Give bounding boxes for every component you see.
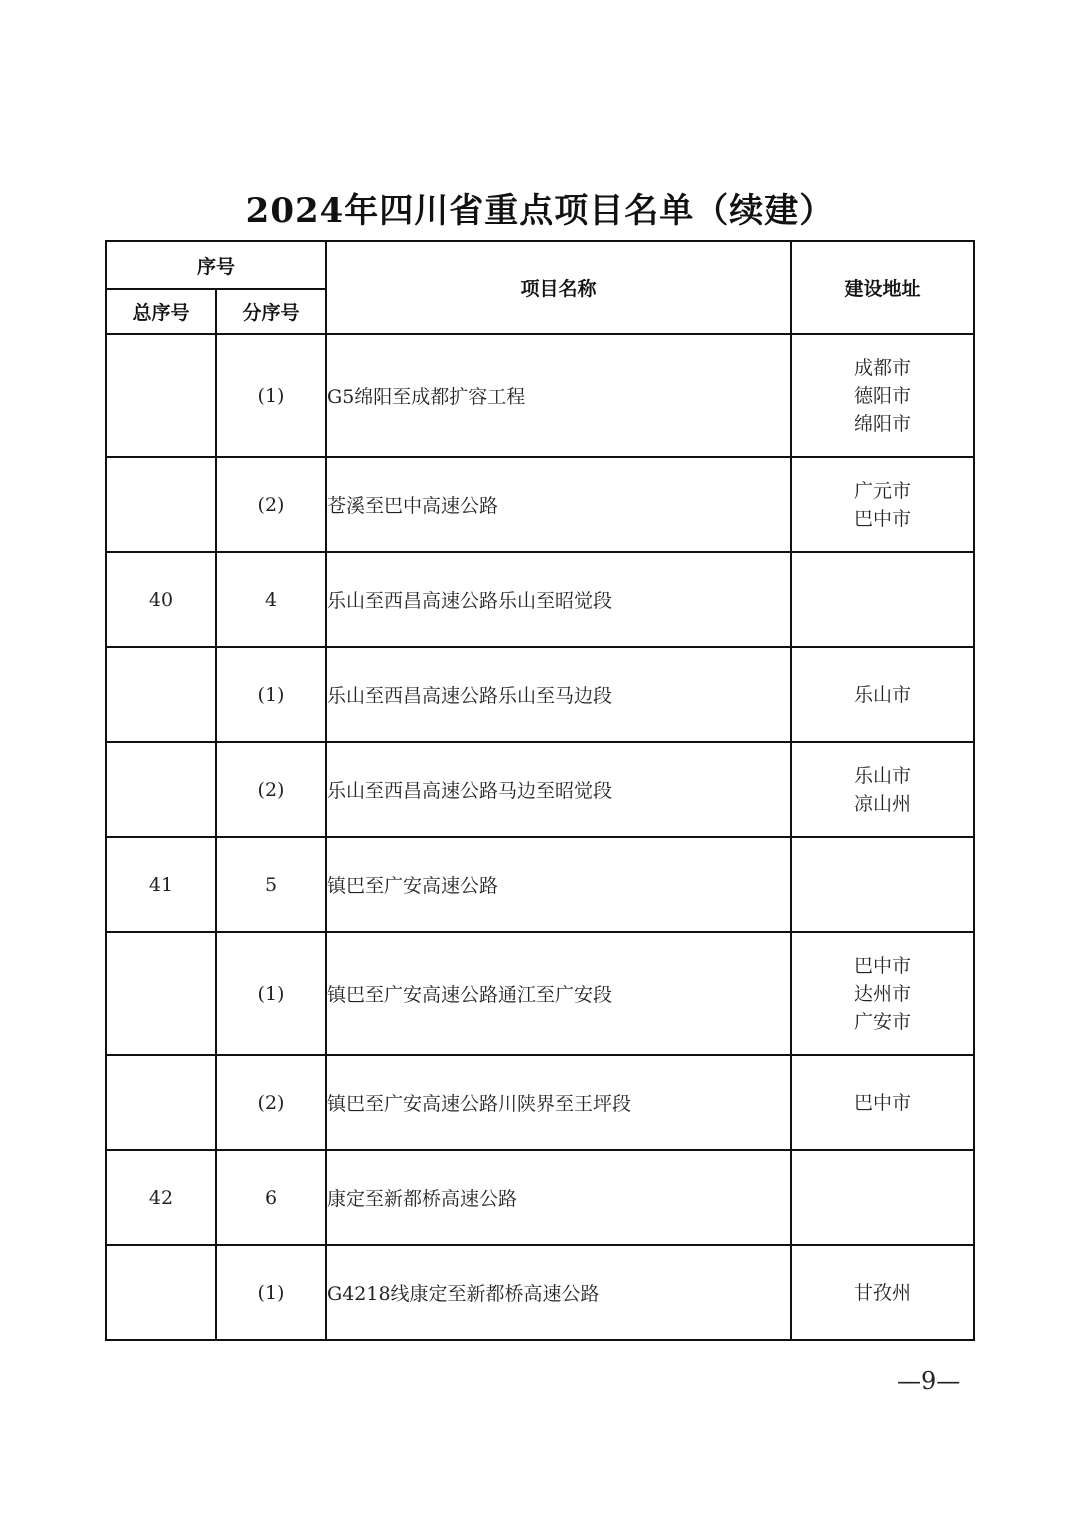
- sub-seq-cell: 6: [216, 1150, 326, 1245]
- table-row: [106, 334, 974, 457]
- table-row: [106, 742, 974, 837]
- location-cell: 广元市 巴中市: [791, 457, 974, 552]
- location-cell: 成都市 德阳市 绵阳市: [791, 334, 974, 457]
- location-cell: 甘孜州: [791, 1245, 974, 1340]
- table-row: [106, 647, 974, 742]
- table-row: [106, 1150, 974, 1245]
- table-row: [106, 932, 974, 1055]
- projects-table: [105, 240, 975, 1341]
- total-seq-cell: [106, 932, 216, 1055]
- header-location: 建设地址: [791, 241, 974, 334]
- project-name-cell: 镇巴至广安高速公路通江至广安段: [326, 932, 791, 1055]
- header-sub-seq: 分序号: [216, 289, 326, 334]
- project-name-cell: 乐山至西昌高速公路乐山至昭觉段: [326, 552, 791, 647]
- page-number: —9—: [897, 1367, 961, 1395]
- sub-seq-cell: (2): [216, 457, 326, 552]
- project-name-cell: 镇巴至广安高速公路川陕界至王坪段: [326, 1055, 791, 1150]
- total-seq-cell: [106, 647, 216, 742]
- header-project-name: 项目名称: [326, 241, 791, 334]
- table-row: [106, 457, 974, 552]
- location-cell: 巴中市: [791, 1055, 974, 1150]
- total-seq-cell: [106, 334, 216, 457]
- project-name-cell: 苍溪至巴中高速公路: [326, 457, 791, 552]
- total-seq-cell: 40: [106, 552, 216, 647]
- sub-seq-cell: 5: [216, 837, 326, 932]
- project-name-cell: 镇巴至广安高速公路: [326, 837, 791, 932]
- project-name-cell: G5绵阳至成都扩容工程: [326, 334, 791, 457]
- table-row: [106, 837, 974, 932]
- total-seq-cell: 41: [106, 837, 216, 932]
- sub-seq-cell: (1): [216, 334, 326, 457]
- location-cell: [791, 837, 974, 932]
- sub-seq-cell: (1): [216, 932, 326, 1055]
- document-title: 2024年四川省重点项目名单（续建）: [245, 191, 835, 231]
- sub-seq-cell: 4: [216, 552, 326, 647]
- location-cell: [791, 552, 974, 647]
- header-total-seq: 总序号: [106, 289, 216, 334]
- total-seq-cell: [106, 742, 216, 837]
- sub-seq-cell: (2): [216, 1055, 326, 1150]
- sub-seq-cell: (1): [216, 1245, 326, 1340]
- total-seq-cell: [106, 1245, 216, 1340]
- total-seq-cell: 42: [106, 1150, 216, 1245]
- project-name-cell: 乐山至西昌高速公路马边至昭觉段: [326, 742, 791, 837]
- location-cell: [791, 1150, 974, 1245]
- location-cell: 乐山市 凉山州: [791, 742, 974, 837]
- table-row: [106, 1245, 974, 1340]
- total-seq-cell: [106, 1055, 216, 1150]
- total-seq-cell: [106, 457, 216, 552]
- sub-seq-cell: (1): [216, 647, 326, 742]
- header-seq-group: 序号: [106, 241, 326, 289]
- table-row: [106, 552, 974, 647]
- sub-seq-cell: (2): [216, 742, 326, 837]
- location-cell: 乐山市: [791, 647, 974, 742]
- table-row: [106, 1055, 974, 1150]
- project-name-cell: 乐山至西昌高速公路乐山至马边段: [326, 647, 791, 742]
- location-cell: 巴中市 达州市 广安市: [791, 932, 974, 1055]
- project-name-cell: G4218线康定至新都桥高速公路: [326, 1245, 791, 1340]
- project-name-cell: 康定至新都桥高速公路: [326, 1150, 791, 1245]
